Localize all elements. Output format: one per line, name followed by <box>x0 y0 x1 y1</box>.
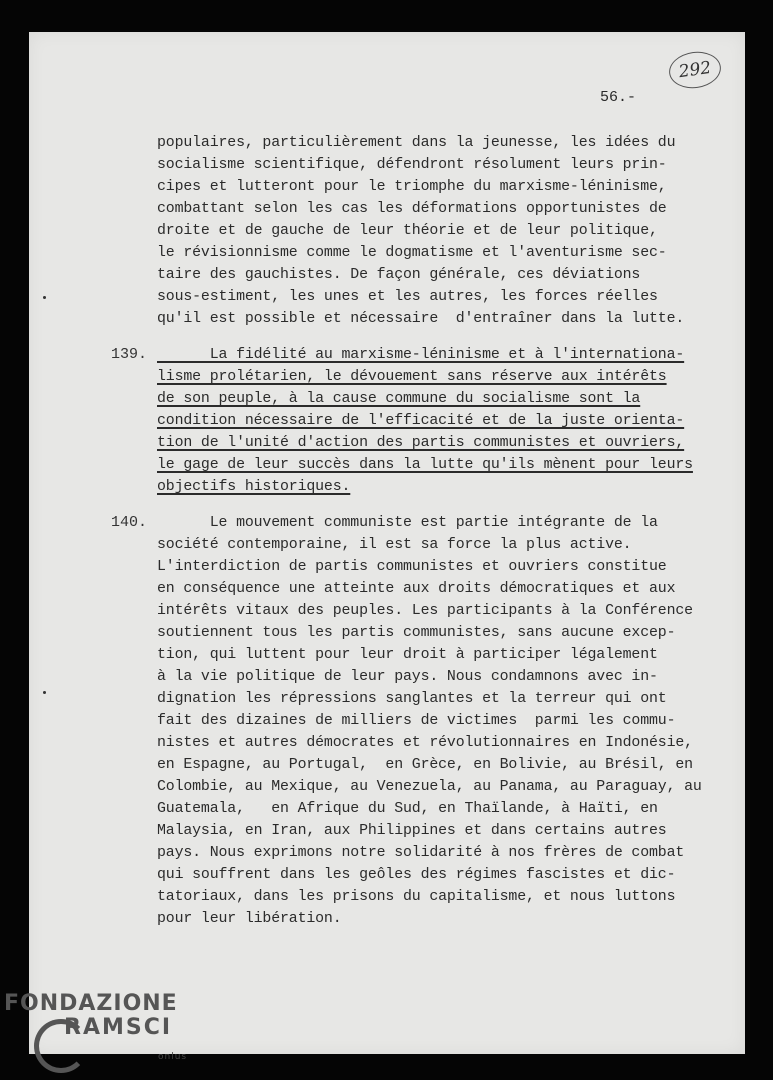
text-line: intérêts vitaux des peuples. Les participants à la Conférence <box>157 603 693 619</box>
archive-stamp-number: 292 <box>667 49 724 92</box>
text-line: tion de l'unité d'action des partis communistes et ouvriers, <box>157 435 685 451</box>
text-line: tion, qui luttent pour leur droit à participer légalement <box>157 647 658 663</box>
text-line: Malaysia, en Iran, aux Philippines et dans certains autres <box>157 823 667 839</box>
text-line: droite et de gauche de leur théorie et de leur politique, <box>157 223 658 239</box>
text-line: dignation les répressions sanglantes et la terreur qui ont <box>157 691 667 707</box>
text-line: L'interdiction de partis communistes et ouvriers constitue <box>157 559 667 575</box>
watermark-line-3: onlus <box>158 1052 188 1062</box>
text-line: nistes et autres démocrates et révolutionnaires en Indonésie, <box>157 735 693 751</box>
paragraph-140 <box>111 512 702 930</box>
text-line: populaires, particulièrement dans la jeunesse, les idées du <box>157 135 676 151</box>
text-line: à la vie politique de leur pays. Nous condamnons avec in- <box>157 669 658 685</box>
text-line: objectifs historiques. <box>157 479 351 495</box>
text-line: en Espagne, au Portugal, en Grèce, en Bolivie, au Brésil, en <box>157 757 693 773</box>
text-line: lisme prolétarien, le dévouement sans réserve aux intérêts <box>157 369 667 385</box>
watermark-g-logo-icon <box>34 1019 88 1073</box>
text-line: Le mouvement communiste est partie intégrante de la <box>157 515 658 531</box>
text-line: soutiennent tous les partis communistes, sans aucune excep- <box>157 625 676 641</box>
text-line: combattant selon les cas les déformations opportunistes de <box>157 201 667 217</box>
text-line: société contemporaine, il est sa force la plus active. <box>157 537 632 553</box>
text-line: La fidélité au marxisme-léninisme et à l'internationa- <box>157 347 685 363</box>
text-line: pays. Nous exprimons notre solidarité à nos frères de combat <box>157 845 685 861</box>
text-line: Guatemala, en Afrique du Sud, en Thaïlande, à Haïti, en <box>157 801 658 817</box>
text-line: tatoriaux, dans les prisons du capitalisme, et nous luttons <box>157 889 676 905</box>
text-line: fait des dizaines de milliers de victimes parmi les commu- <box>157 713 676 729</box>
paragraph-number: 140. <box>111 514 148 531</box>
text-line: de son peuple, à la cause commune du socialisme sont la <box>157 391 641 407</box>
text-line: le gage de leur succès dans la lutte qu'ils mènent pour leurs <box>157 457 693 473</box>
text-line: pour leur libération. <box>157 911 342 927</box>
text-line: qu'il est possible et nécessaire d'entraîner dans la lutte. <box>157 311 685 327</box>
text-line: Colombie, au Mexique, au Venezuela, au Panama, au Paraguay, au <box>157 779 702 795</box>
paper-speck <box>43 296 46 299</box>
watermark-line-2: RAMSCI <box>64 1015 173 1040</box>
text-line: qui souffrent dans les geôles des régimes fascistes et dic- <box>157 867 676 883</box>
text-line: cipes et lutteront pour le triomphe du marxisme-léninisme, <box>157 179 667 195</box>
paragraph-139 <box>111 344 693 498</box>
paragraph-number: 139. <box>111 346 148 363</box>
watermark-line-1: FONDAZIONE <box>4 991 178 1016</box>
text-line: taire des gauchistes. De façon générale, ces déviations <box>157 267 641 283</box>
paragraph-continued <box>157 132 684 330</box>
text-line: en conséquence une atteinte aux droits démocratiques et aux <box>157 581 676 597</box>
fondazione-gramsci-watermark <box>4 991 188 1062</box>
paper-speck <box>43 691 46 694</box>
text-line: socialisme scientifique, défendront résolument leurs prin- <box>157 157 667 173</box>
text-line: condition nécessaire de l'efficacité et de la juste orienta- <box>157 413 685 429</box>
text-line: le révisionnisme comme le dogmatisme et l'aventurisme sec- <box>157 245 667 261</box>
text-line: sous-estiment, les unes et les autres, les forces réelles <box>157 289 658 305</box>
page-number: 56.- <box>600 89 637 106</box>
